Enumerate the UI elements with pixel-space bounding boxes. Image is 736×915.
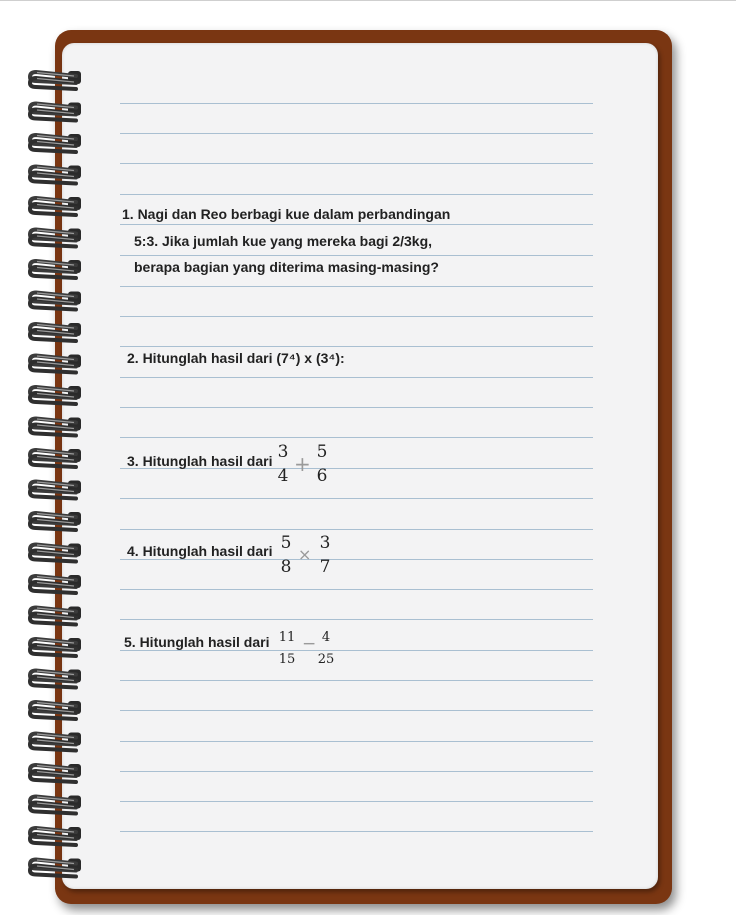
spiral-ring: [30, 607, 81, 625]
ruled-line: [120, 529, 593, 530]
question-1-line-3: berapa bagian yang diterima masing-masing?: [134, 259, 439, 275]
ruled-line: [120, 346, 593, 347]
ruled-line: [120, 194, 593, 195]
question-4-text: 4. Hitunglah hasil dari: [127, 543, 273, 559]
spiral-ring: [30, 701, 81, 719]
spiral-ring: [30, 386, 81, 404]
ruled-line: [120, 589, 593, 590]
question-5-text: 5. Hitunglah hasil dari: [124, 634, 270, 650]
ruled-line: [120, 437, 593, 438]
spiral-ring: [30, 827, 81, 845]
question-5-operator: −: [302, 634, 317, 654]
ruled-line: [120, 224, 593, 225]
question-3-fraction-2: [311, 440, 333, 488]
ruled-line: [120, 559, 593, 560]
spiral-ring: [30, 229, 81, 247]
ruled-line: [120, 316, 593, 317]
fraction-denominator: 4: [277, 466, 289, 486]
question-5-fraction-2: [314, 627, 338, 671]
spiral-ring: [30, 575, 81, 593]
fraction-numerator: 3: [277, 442, 289, 462]
question-3-operator: +: [294, 452, 311, 476]
spiral-ring: [30, 418, 81, 436]
spiral-ring: [30, 512, 81, 530]
ruled-line: [120, 103, 593, 104]
ruled-line: [120, 741, 593, 742]
ruled-line: [120, 710, 593, 711]
ruled-line: [120, 680, 593, 681]
spiral-ring: [30, 103, 81, 121]
spiral-ring: [30, 166, 81, 184]
spiral-ring: [30, 449, 81, 467]
fraction-denominator: 15: [278, 652, 296, 667]
ruled-line: [120, 377, 593, 378]
spiral-ring: [30, 796, 81, 814]
top-border: [0, 0, 736, 1]
fraction-numerator: 3: [319, 533, 331, 553]
question-1-line-1: 1. Nagi dan Reo berbagi kue dalam perbandingan: [122, 206, 451, 222]
spiral-ring: [30, 355, 81, 373]
spiral-ring: [30, 733, 81, 751]
question-3-text: 3. Hitunglah hasil dari: [127, 453, 273, 469]
ruled-line: [120, 255, 593, 256]
spiral-binding: [28, 0, 88, 915]
ruled-line: [120, 619, 593, 620]
spiral-ring: [30, 481, 81, 499]
ruled-line: [120, 831, 593, 832]
fraction-denominator: 8: [280, 557, 292, 577]
ruled-line: [120, 163, 593, 164]
spiral-ring: [30, 292, 81, 310]
fraction-numerator: 11: [278, 630, 296, 645]
question-1-line-2: 5:3. Jika jumlah kue yang mereka bagi 2/3kg,: [134, 233, 433, 249]
question-5-fraction-1: [274, 627, 300, 671]
ruled-line: [120, 801, 593, 802]
spiral-ring: [30, 638, 81, 656]
spiral-ring: [30, 134, 81, 152]
spiral-ring: [30, 71, 81, 89]
fraction-denominator: 6: [316, 466, 328, 486]
ruled-line: [120, 771, 593, 772]
question-4-fraction-2: [314, 531, 336, 579]
spiral-ring: [30, 764, 81, 782]
fraction-numerator: 4: [321, 630, 331, 645]
spiral-ring: [30, 260, 81, 278]
fraction-denominator: 25: [317, 652, 335, 667]
spiral-ring: [30, 670, 81, 688]
question-4-fraction-1: [275, 531, 297, 579]
fraction-denominator: 7: [319, 557, 331, 577]
question-2-text: 2. Hitunglah hasil dari (7⁴) x (3⁴):: [127, 350, 345, 366]
question-4-operator: ×: [298, 545, 312, 564]
ruled-line: [120, 286, 593, 287]
fraction-numerator: 5: [280, 533, 292, 553]
ruled-line: [120, 407, 593, 408]
spiral-ring: [30, 323, 81, 341]
fraction-numerator: 5: [316, 442, 328, 462]
spiral-ring: [30, 544, 81, 562]
spiral-ring: [30, 859, 81, 877]
spiral-ring: [30, 197, 81, 215]
ruled-line: [120, 650, 593, 651]
ruled-line: [120, 133, 593, 134]
ruled-line: [120, 498, 593, 499]
question-3-fraction-1: [272, 440, 294, 488]
